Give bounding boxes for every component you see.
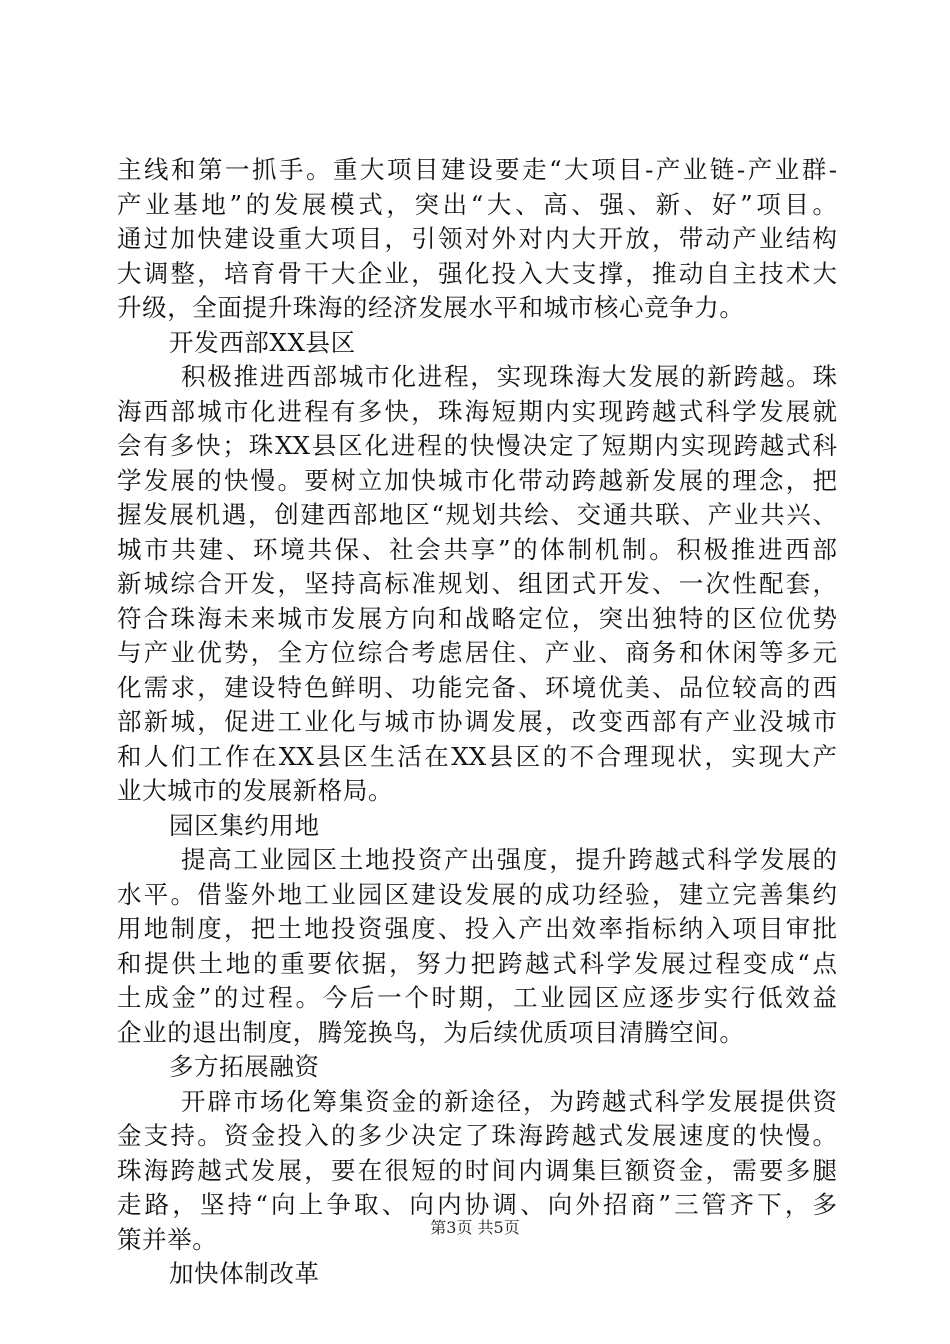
text-line: 产业基地”的发展模式，突出“大、高、强、新、好”项目。 <box>117 189 837 219</box>
text-line: 和人们工作在XX县区生活在XX县区的不合理现状，实现大产 <box>117 741 837 771</box>
page-footer <box>0 1215 950 1238</box>
page-number-label: 第3页 共5页 <box>430 1218 520 1237</box>
text-line: 新城综合开发，坚持高标准规划、组团式开发、一次性配套， <box>117 569 837 598</box>
text-line: 企业的退出制度，腾笼换鸟，为后续优质项目清腾空间。 <box>117 1017 745 1047</box>
text-line: 符合珠海未来城市发展方向和战略定位，突出独特的区位优势 <box>117 603 837 633</box>
section-heading: 多方拓展融资 <box>169 1052 320 1081</box>
text-line: 升级，全面提升珠海的经济发展水平和城市核心竞争力。 <box>117 293 745 322</box>
text-line: 土成金”的过程。今后一个时期，工业园区应逐步实行低效益 <box>117 983 837 1012</box>
document-body <box>117 153 837 1292</box>
text-line: 和提供土地的重要依据，努力把跨越式科学发展过程变成“点 <box>117 948 837 978</box>
text-line: 珠海跨越式发展，要在很短的时间内调集巨额资金，需要多腿 <box>117 1155 837 1185</box>
text-line: 主线和第一抓手。重大项目建设要走“大项目-产业链-产业群- <box>117 155 837 184</box>
text-line: 城市共建、环境共保、社会共享”的体制机制。积极推进西部 <box>117 534 837 564</box>
section-heading: 加快体制改革 <box>169 1259 320 1288</box>
paragraph-first-line: 提高工业园区土地投资产出强度，提升跨越式科学发展的 <box>181 845 837 874</box>
text-line: 学发展的快慢。要树立加快城市化带动跨越新发展的理念，把 <box>117 465 837 495</box>
text-line: 水平。借鉴外地工业园区建设发展的成功经验，建立完善集约 <box>117 879 837 909</box>
text-line: 通过加快建设重大项目，引领对外对内大开放，带动产业结构 <box>117 224 837 253</box>
paragraph-first-line: 开辟市场化筹集资金的新途径，为跨越式科学发展提供资 <box>181 1086 837 1116</box>
text-line: 会有多快；珠XX县区化进程的快慢决定了短期内实现跨越式科 <box>117 431 837 460</box>
section-heading: 开发西部XX县区 <box>169 327 356 357</box>
text-line: 大调整，培育骨干大企业，强化投入大支撑，推动自主技术大 <box>117 258 837 288</box>
text-line: 业大城市的发展新格局。 <box>117 776 394 805</box>
text-line: 用地制度，把土地投资强度、投入产出效率指标纳入项目审批 <box>117 914 837 943</box>
text-line: 与产业优势，全方位综合考虑居住、产业、商务和休闲等多元 <box>117 638 837 667</box>
section-heading: 园区集约用地 <box>169 810 320 840</box>
text-line: 化需求，建设特色鲜明、功能完备、环境优美、品位较高的西 <box>117 672 837 702</box>
text-line: 走路，坚持“向上争取、向内协调、向外招商”三管齐下，多 <box>117 1190 837 1219</box>
text-line: 部新城，促进工业化与城市协调发展，改变西部有产业没城市 <box>117 707 837 736</box>
text-line: 金支持。资金投入的多少决定了珠海跨越式发展速度的快慢。 <box>117 1121 837 1150</box>
paragraph-first-line: 积极推进西部城市化进程，实现珠海大发展的新跨越。珠 <box>181 362 837 391</box>
text-line: 海西部城市化进程有多快，珠海短期内实现跨越式科学发展就 <box>117 396 837 426</box>
text-line: 握发展机遇，创建西部地区“规划共绘、交通共联、产业共兴、 <box>117 500 837 529</box>
text-line: 策并举。 <box>117 1224 218 1254</box>
